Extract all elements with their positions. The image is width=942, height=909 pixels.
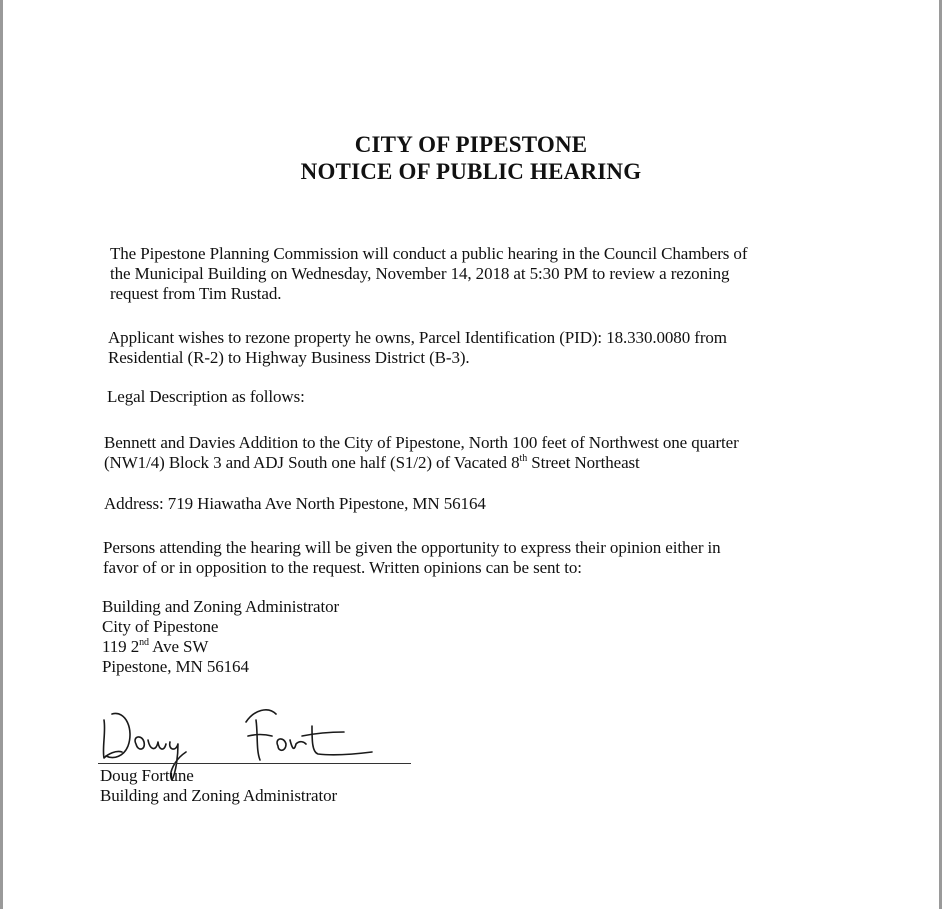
signature-line — [98, 763, 411, 764]
intro-paragraph — [110, 244, 747, 304]
intro-line-2: the Municipal Building on Wednesday, November 14, 2018 at 5:30 PM to review a rezoning — [110, 264, 730, 283]
page-subtitle: NOTICE OF PUBLIC HEARING — [300, 159, 642, 184]
legal-heading-text: Legal Description as follows: — [107, 387, 305, 406]
legal-description — [104, 433, 739, 473]
intro-line-1: The Pipestone Planning Commission will conduct a public hearing in the Council Chambers of — [110, 244, 748, 263]
opinions-paragraph — [103, 538, 721, 578]
applicant-line-2: Residential (R-2) to Highway Business District (B-3). — [108, 348, 470, 367]
ordinal-suffix: th — [519, 453, 528, 464]
legal-line-2 — [104, 453, 739, 473]
page-title: CITY OF PIPESTONE — [354, 132, 588, 157]
intro-line-3: request from Tim Rustad. — [110, 284, 282, 303]
mailing-city: Pipestone, MN 56164 — [102, 657, 249, 676]
mailing-title: Building and Zoning Administrator — [102, 597, 340, 616]
ordinal-suffix: nd — [139, 637, 149, 648]
signatory-name: Doug Fortune — [100, 766, 194, 785]
mailing-street-post: Ave SW — [148, 637, 209, 656]
applicant-paragraph — [108, 328, 727, 368]
property-address-text: Address: 719 Hiawatha Ave North Pipestone, MN 56164 — [104, 494, 486, 513]
legal-line-1: Bennett and Davies Addition to the City of Pipestone, North 100 feet of Northwest one quarter — [104, 433, 739, 452]
signatory-title: Building and Zoning Administrator — [100, 786, 338, 805]
opinions-line-2: favor of or in opposition to the request. Written opinions can be sent to: — [103, 558, 582, 577]
applicant-line-1: Applicant wishes to rezone property he owns, Parcel Identification (PID): 18.330.0080 from — [108, 328, 727, 347]
mailing-org: City of Pipestone — [102, 617, 219, 636]
legal-line-2-post: Street Northeast — [527, 453, 640, 472]
mailing-street-pre: 119 2 — [102, 637, 140, 656]
mailing-address — [102, 597, 339, 677]
signatory-block — [100, 766, 337, 806]
property-address — [104, 494, 486, 514]
legal-heading — [107, 387, 305, 407]
legal-line-2-pre: (NW1/4) Block 3 and ADJ South one half (S1/2) of Vacated 8 — [104, 453, 520, 472]
opinions-line-1: Persons attending the hearing will be given the opportunity to express their opinion either in — [103, 538, 721, 557]
mailing-street — [102, 637, 339, 657]
